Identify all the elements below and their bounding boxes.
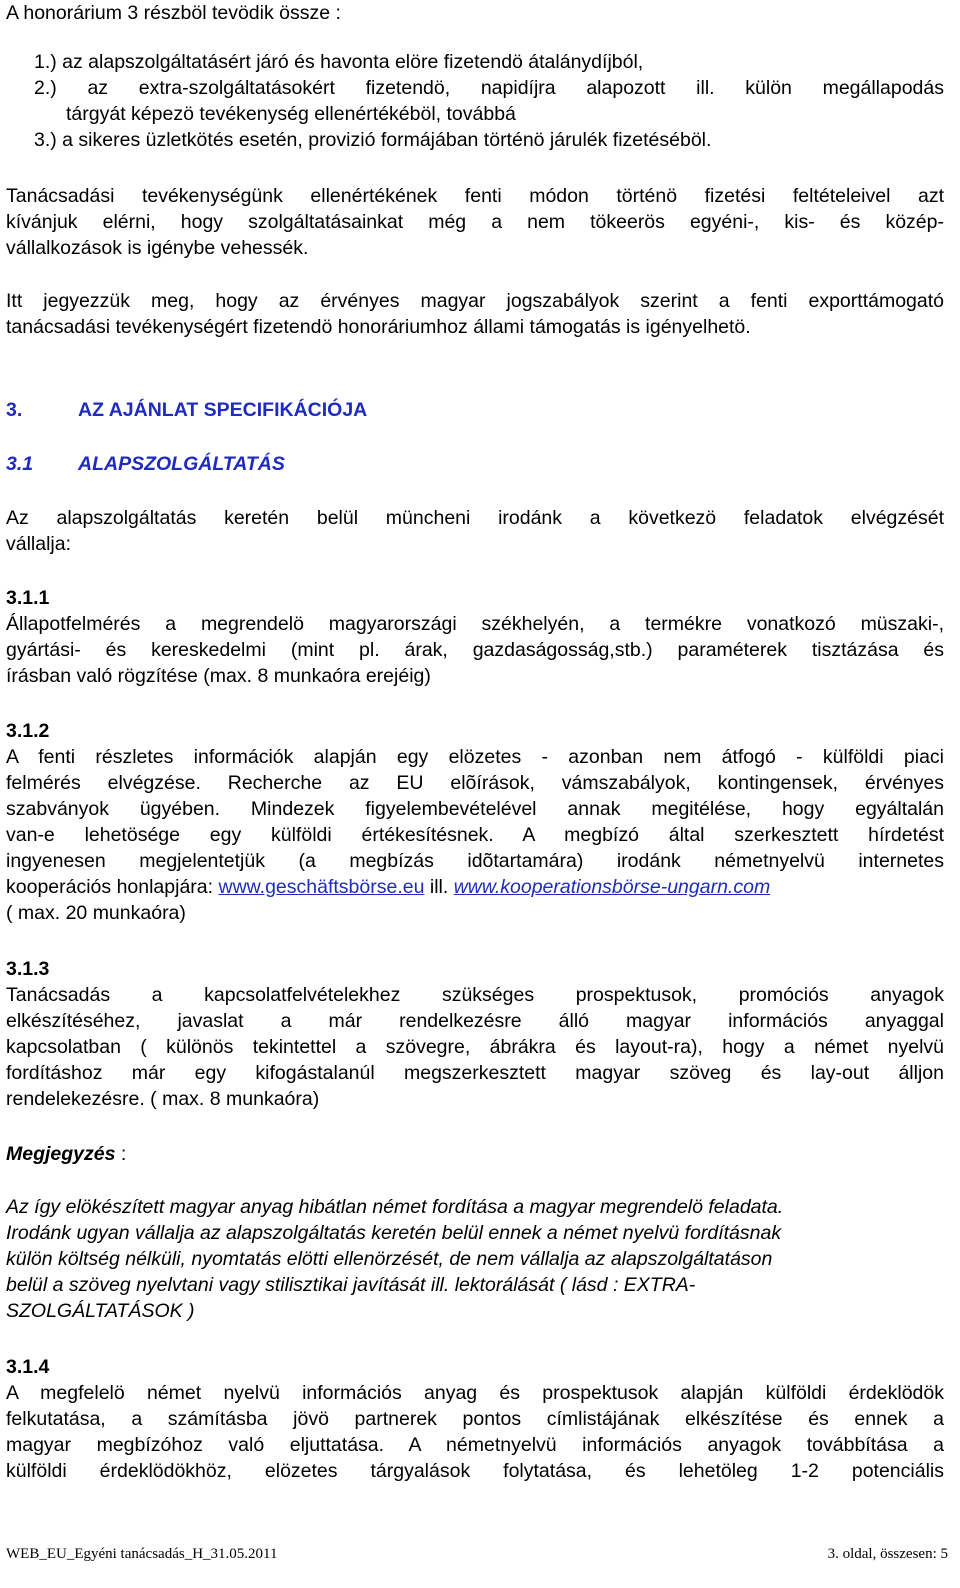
- text-line: gyártási- és kereskedelmi (mint pl. árak, gazdaságosság,stb.) paraméterek tisztázása és: [6, 639, 944, 661]
- text-line: rendelekezésre. ( max. 8 munkaóra): [6, 1088, 320, 1110]
- text-line: külföldi érdeklödökhöz, elözetes tárgyalások folytatása, és lehetöleg 1-2 potenciális: [6, 1460, 944, 1482]
- list-item-3: 3.) a sikeres üzletkötés esetén, provizió formájában történö járulék fizetéséböl.: [34, 129, 712, 151]
- text-line: Irodánk ugyan vállalja az alapszolgáltatás keretén belül ennek a német nyelvü fordításnak: [6, 1222, 782, 1244]
- section-number: 3.: [6, 399, 23, 421]
- paragraph-fees: [6, 183, 944, 261]
- text-line: belül a szöveg nyelvtani vagy stilisztikai javítását ill. lektorálását ( lásd : EXTRA-: [6, 1274, 696, 1296]
- text-line: Itt jegyezzük meg, hogy az érvényes magyar jogszabályok szerint a fenti exporttámogató: [6, 290, 944, 312]
- text-line: Az így elökészített magyar anyag hibátlan német fordítása a magyar megrendelö feladata.: [6, 1196, 784, 1218]
- text-line: kapcsolatban ( különös tekintettel a szövegre, ábrákra és layout-ra), hogy a német nyelvü: [6, 1036, 944, 1058]
- text-line: A megfelelö német nyelvü információs anyag és prospektusok alapján külföldi érdeklödök: [6, 1382, 944, 1404]
- subsection-number: 3.1.2: [6, 720, 50, 742]
- text-line: felmérés elvégzése. Recherche az EU elõírások, vámszabályok, kontingensek, érvényes: [6, 772, 944, 794]
- text-line: szabványok ügyében. Mindezek figyelembevételével annak megitélése, hogy egyáltalán: [6, 798, 944, 820]
- text-line: külön költség nélküli, nyomtatás elötti ellenörzését, de nem vállalja az alapszolgáltatáson: [6, 1248, 773, 1270]
- section-heading-3: [6, 397, 944, 423]
- subsection-3-1-4: [6, 1354, 944, 1484]
- text-line: A fenti részletes információk alapján egy elözetes - azonban nem átfogó - külföldi piaci: [6, 746, 944, 768]
- links-prefix: kooperációs honlapjára:: [6, 876, 219, 898]
- text-line: felkutatása, a számításba jövö partnerek pontos címlistájának elkészítése és ennek a: [6, 1408, 944, 1430]
- subsection-3-1-3: [6, 956, 944, 1112]
- footer-page-number: 3. oldal, összesen: 5: [827, 1546, 948, 1562]
- note-body: [6, 1194, 944, 1324]
- list-item-2-continuation: tárgyát képezö tevékenység ellenértékéböl, továbbá: [66, 103, 516, 125]
- text-line: fordításhoz már egy kifogástalanúl megszerkesztett magyar szöveg és lay-out álljon: [6, 1062, 944, 1084]
- text-line: vállalkozások is igénybe vehessék.: [6, 237, 309, 259]
- text-line: Tanácsadás a kapcsolatfelvételekhez szükséges prospektusok, promóciós anyagok: [6, 984, 944, 1006]
- subsection-3-1-2: [6, 718, 944, 926]
- text-line: tanácsadási tevékenységért fizetendö honoráriumhoz állami támogatás is igényelhetö.: [6, 316, 751, 338]
- text-line: ( max. 20 munkaóra): [6, 902, 186, 924]
- text-line: írásban való rögzítése (max. 8 munkaóra erejéig): [6, 665, 431, 687]
- links-separator: ill.: [424, 876, 454, 898]
- links-line: [6, 874, 944, 900]
- text-line: kívánjuk elérni, hogy szolgáltatásainkat még a nem tökeerös egyéni-, kis- és közép-: [6, 211, 944, 233]
- section-title: ALAPSZOLGÁLTATÁS: [78, 453, 285, 475]
- paragraph-subsidy: [6, 288, 944, 340]
- intro-line: A honorárium 3 részböl tevödik össze :: [6, 2, 341, 24]
- footer-document-name: WEB_EU_Egyéni tanácsadás_H_31.05.2011: [6, 1546, 278, 1562]
- text-line: Az alapszolgáltatás keretén belül müncheni irodánk a következö feladatok elvégzését: [6, 507, 944, 529]
- text-line: vállalja:: [6, 533, 72, 555]
- section-title: AZ AJÁNLAT SPECIFIKÁCIÓJA: [78, 399, 368, 421]
- subsection-3-1-1: [6, 585, 944, 689]
- subsection-number: 3.1.3: [6, 958, 50, 980]
- note-heading: [6, 1141, 944, 1167]
- list-item-2: 2.) az extra-szolgáltatásokért fizetendö, napidíjra alapozott ill. külön megállapodás: [34, 77, 944, 99]
- text-line: magyar megbízóhoz való eljuttatása. A németnyelvü információs anyagok továbbítása a: [6, 1434, 944, 1456]
- note-label: Megjegyzés: [6, 1143, 116, 1165]
- text-line: Tanácsadási tevékenységünk ellenértékének fenti módon történö fizetési feltételeivel azt: [6, 185, 944, 207]
- note-label-suffix: :: [115, 1143, 127, 1165]
- text-line: ingyenesen megjelentetjük (a megbízás idõtartamára) irodánk németnyelvü internetes: [6, 850, 944, 872]
- link-kooperationsboerse[interactable]: www.kooperationsbörse-ungarn.com: [453, 876, 771, 898]
- text-line: SZOLGÁLTATÁSOK ): [6, 1300, 195, 1322]
- text-line: Állapotfelmérés a megrendelö magyarországi székhelyén, a termékre vonatkozó müszaki-,: [6, 613, 944, 635]
- link-geschaeftsboerse[interactable]: www.geschäftsbörse.eu: [218, 876, 425, 898]
- section-heading-3-1: [6, 451, 944, 477]
- list-item-1: 1.) az alapszolgáltatásért járó és havonta elöre fizetendö átalánydíjból,: [34, 51, 644, 73]
- text-line: van-e lehetösége egy külföldi értékesítésnek. A megbízó által szerkesztett hírdetést: [6, 824, 944, 846]
- subsection-number: 3.1.4: [6, 1356, 50, 1378]
- section-number: 3.1: [6, 453, 34, 475]
- paragraph-basic-service: [6, 505, 944, 557]
- text-line: elkészítéséhez, javaslat a már rendelkezésre álló magyar információs anyaggal: [6, 1010, 944, 1032]
- subsection-number: 3.1.1: [6, 587, 50, 609]
